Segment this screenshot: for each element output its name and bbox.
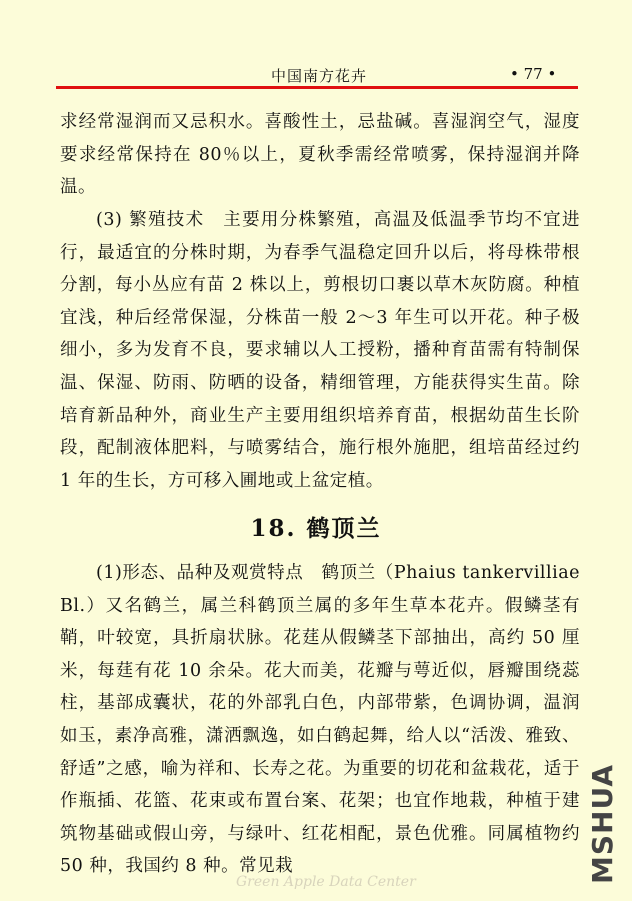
paragraph-2: (3) 繁殖技术 主要用分株繁殖，高温及低温季节均不宜进行，最适宜的分株时期，为春季气温稳定回升以后，将母株带根分割，每小丛应有苗 2 株以上，剪根切口裹以草木灰防腐。种植宜浅，种后经常保湿，分株苗一般 2～3 年生可以开花。种子极细小，多为发育不良，要求辅以人工授粉，播种育苗需有特制保温、保湿、防雨、防晒的设备，精细管理，方能获得实生苗。除培育新品种外，商业生产主要用组织培养育苗，根据幼苗生长阶段，配制液体肥料，与喷雾结合，施行根外施肥，组培苗经过约 1 年的生长，方可移入圃地或上盆定植。 bbox=[60, 210, 580, 491]
book-title: 中国南方花卉 bbox=[271, 67, 368, 85]
page-number: • 77 • bbox=[510, 65, 557, 83]
section-title: 18. 鹤顶兰 bbox=[250, 515, 382, 542]
paragraph-1: 求经常湿润而又忌积水。喜酸性土，忌盐碱。喜湿润空气，湿度要求经常保持在 80％以上，夏秋季需经常喷雾，保持湿润并降温。 bbox=[60, 112, 580, 198]
header-rule bbox=[56, 86, 578, 89]
page-header bbox=[0, 60, 632, 84]
side-watermark: MSHUA bbox=[586, 763, 619, 884]
paragraph-3: (1)形态、品种及观赏特点 鹤顶兰（Phaius tankervilliae Bl.）又名鹤兰，属兰科鹤顶兰属的多年生草本花卉。假鳞茎有鞘，叶较宽，具折扇状脉。花莛从假鳞茎下部抽出，高约 50 厘米，每莛有花 10 余朵。花大而美，花瓣与萼近似，唇瓣围绕蕊柱，基部成囊状，花的外部乳白色，内部带紫，色调协调，温润如玉，素净高雅，潇洒飘逸，如白鹤起舞，给人以“活泼、雅致、舒适”之感，喻为祥和、长寿之花。为重要的切花和盆栽花，适于作瓶插、花篮、花束或布置台案、花架；也宜作地栽，种植于建筑物基础或假山旁，与绿叶、红花相配，景色优雅。同属植物约 50 种，我国约 8 种。常见栽 bbox=[60, 563, 580, 877]
bottom-watermark: Green Apple Data Center bbox=[236, 874, 416, 890]
